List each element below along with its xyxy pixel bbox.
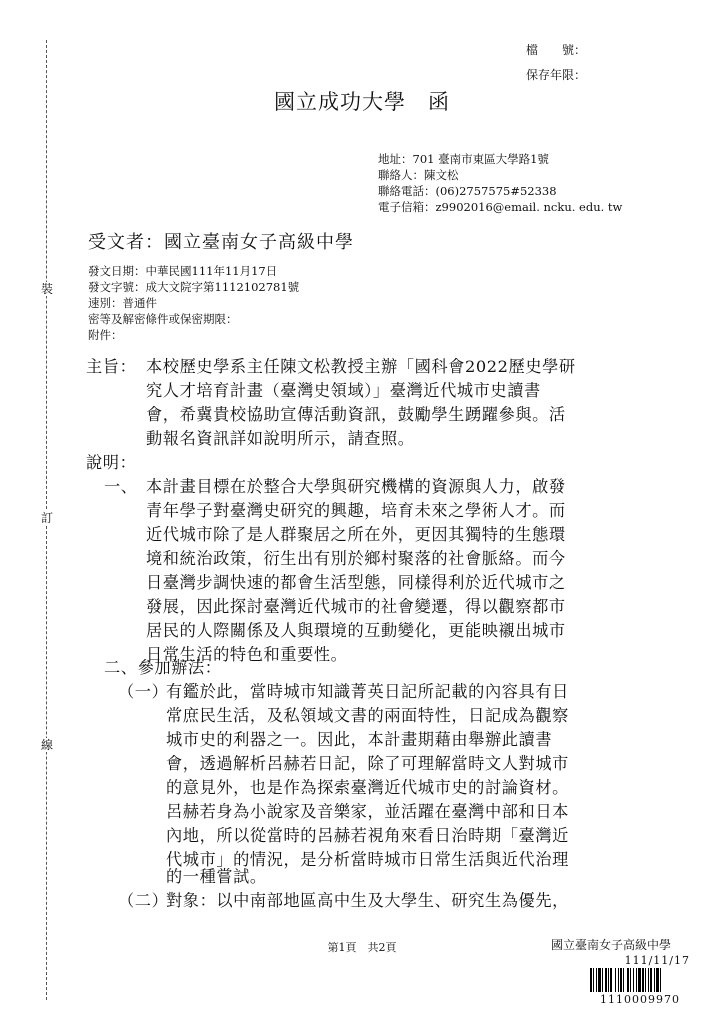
- contact-email: 電子信箱：z9902016@email. ncku. edu. tw: [378, 200, 623, 214]
- barcode-bar: [660, 968, 661, 992]
- barcode-bar: [605, 968, 607, 992]
- barcode-bar: [654, 968, 655, 992]
- sub1-line: 城市史的利器之一。因此，本計畫期藉由舉辦此讀書: [166, 730, 553, 749]
- issue-date: 發文日期：中華民國111年11月17日: [88, 264, 278, 278]
- barcode-bar: [648, 968, 649, 992]
- sub1-line: 的意見外，也是作為探索臺灣近代城市史的討論資材。: [166, 778, 569, 797]
- subject-label: 主旨：: [86, 357, 137, 376]
- item1-line: 境和統治政策，衍生出有別於鄉村聚落的社會脈絡。而今: [146, 549, 566, 568]
- barcode-bar: [627, 968, 629, 992]
- sub1-line: 呂赫若身為小說家及音樂家，並活躍在臺灣中部和日本: [166, 802, 569, 821]
- barcode-bar: [623, 968, 624, 992]
- barcode-bar: [590, 968, 592, 992]
- item1-line: 發展，因此探討臺灣近代城市的社會變遷，得以觀察都市: [146, 597, 566, 616]
- item1-line: 日常生活的特色和重要性。: [146, 645, 348, 664]
- sub2-line: 對象：以中南部地區高中生及大學生、研究生為優先，: [166, 891, 569, 910]
- barcode-bar: [656, 968, 659, 992]
- barcode-bar: [615, 968, 616, 992]
- confidentiality: 密等及解密條件或保密期限：: [88, 312, 238, 326]
- barcode-bar: [596, 968, 597, 992]
- attachment: 附件：: [88, 328, 123, 342]
- barcode-number: 1110009970: [600, 993, 680, 1006]
- subject-line: 究人才培育計畫（臺灣史領域）」臺灣近代城市史讀書: [146, 381, 541, 400]
- sub1-line: 常庶民生活，及私領域文書的兩面特性，日記成為觀察: [166, 706, 569, 725]
- binding-mark-zhuang: 裝: [40, 282, 53, 296]
- barcode-bar: [620, 968, 622, 992]
- subject-line: 會，希冀貴校協助宣傳活動資訊，鼓勵學生踴躍參與。活: [146, 405, 566, 424]
- barcode-bar: [618, 968, 619, 992]
- recipient: 受文者：國立臺南女子高級中學: [88, 232, 354, 253]
- barcode-bar: [630, 968, 631, 992]
- sub1-line: 內地，所以從當時的呂赫若視角來看日治時期「臺灣近: [166, 826, 569, 845]
- barcode-bar: [645, 968, 646, 992]
- item2-label: 二、參加辦法：: [104, 658, 222, 677]
- contact-person: 聯絡人：陳文松: [378, 168, 459, 182]
- sub2-label: （二）: [118, 891, 169, 910]
- barcode: [590, 968, 690, 992]
- receipt-date: 111/11/17: [624, 954, 690, 967]
- page-number: 第1頁 共2頁: [327, 941, 397, 954]
- barcode-bar: [638, 968, 641, 992]
- binding-mark-xian: 線: [40, 738, 53, 752]
- subject-line: 本校歷史學系主任陳文松教授主辦「國科會2022歷史學研: [146, 357, 576, 376]
- barcode-bar: [650, 968, 652, 992]
- barcode-bar: [608, 968, 609, 992]
- sub1-label: （一）: [118, 682, 169, 701]
- issue-number: 發文字號：成大文院字第1112102781號: [88, 280, 300, 294]
- item1-line: 青年學子對臺灣史研究的興趣，培育未來之學術人才。而: [146, 501, 566, 520]
- barcode-bar: [633, 968, 634, 992]
- item1-line: 近代城市除了是人群聚居之所在外，更因其獨特的生態環: [146, 525, 566, 544]
- binding-mark-ding: 訂: [40, 511, 53, 525]
- sub1-line: 代城市」的情況，是分析當時城市日常生活與近代治理: [166, 850, 569, 869]
- item1-line: 日臺灣步調快速的都會生活型態，同樣得利於近代城市之: [146, 573, 566, 592]
- barcode-bar: [598, 968, 601, 992]
- barcode-bar: [642, 968, 644, 992]
- subject-line: 動報名資訊詳如說明所示，請查照。: [146, 429, 415, 448]
- sub1-line: 的一種嘗試。: [166, 867, 267, 886]
- contact-phone: 聯絡電話：(06)2757575#52338: [378, 184, 557, 198]
- item1-line: 本計畫目標在於整合大學與研究機構的資源與人力，啟發: [146, 477, 566, 496]
- contact-address: 地址：701 臺南市東區大學路1號: [378, 152, 549, 166]
- barcode-bar: [593, 968, 594, 992]
- item1-line: 居民的人際關係及人與環境的互動變化，更能映襯出城市: [146, 621, 566, 640]
- barcode-bar: [636, 968, 637, 992]
- item1-label: 一、: [104, 477, 138, 496]
- explanation-label: 說明：: [86, 453, 137, 472]
- barcode-bar: [610, 968, 612, 992]
- file-number-label: 檔 號：: [526, 43, 587, 57]
- retention-period-label: 保存年限：: [526, 68, 587, 82]
- barcode-bar: [602, 968, 603, 992]
- speed-class: 速別：普通件: [88, 296, 157, 310]
- document-title: 國立成功大學 函: [274, 90, 450, 114]
- receiving-org-stamp: 國立臺南女子高級中學: [551, 938, 672, 952]
- sub1-line: 有鑑於此，當時城市知識菁英日記所記載的內容具有日: [166, 682, 569, 701]
- sub1-line: 會，透過解析呂赫若日記，除了可理解當時文人對城市: [166, 754, 569, 773]
